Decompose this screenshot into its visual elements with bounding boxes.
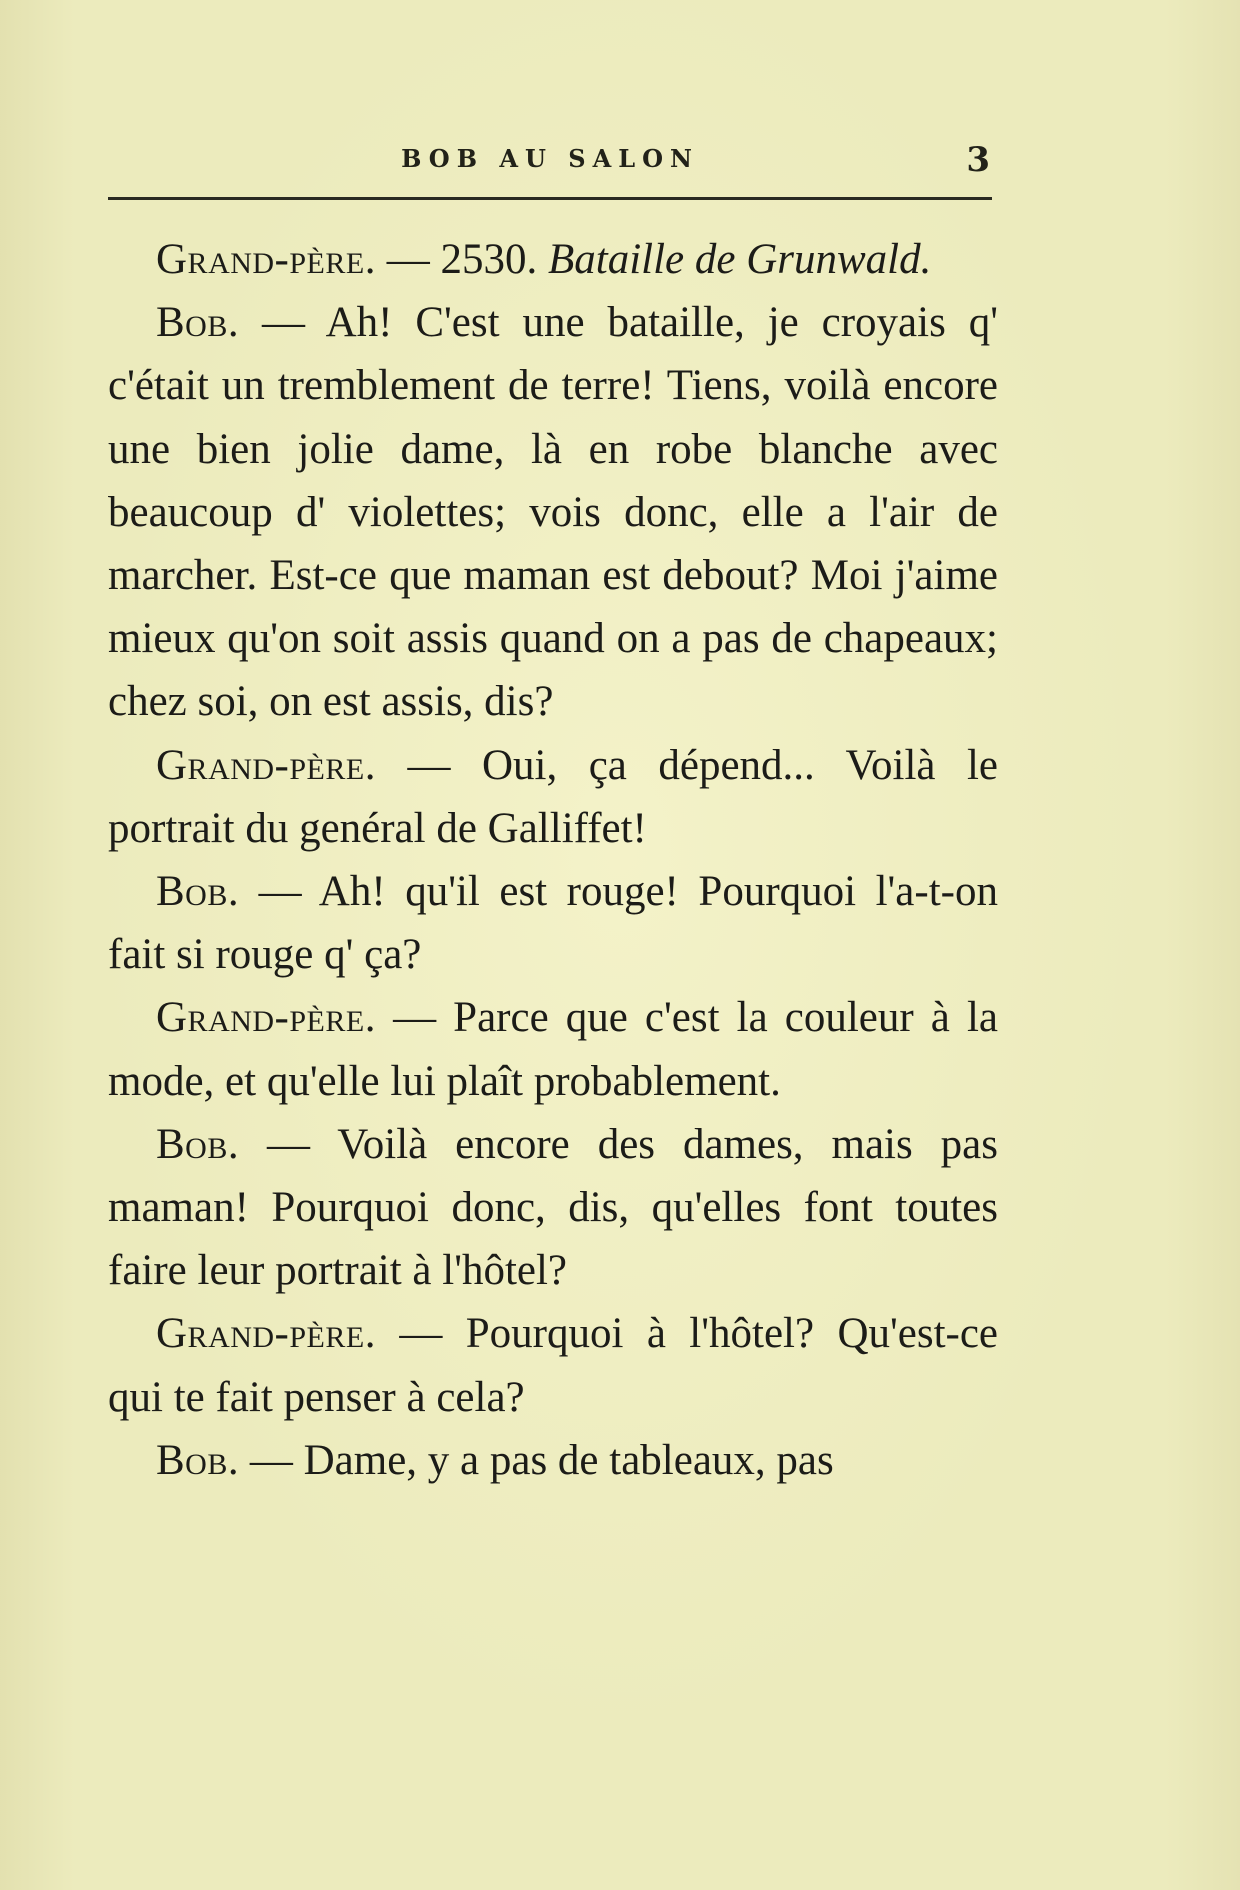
paragraph-text: Pourquoi à l'hôtel? Qu'est-ce qui te fait penser à cela? (108, 1310, 999, 1421)
speaker-name: Bob. (156, 868, 240, 916)
speaker-name: Bob. (156, 1436, 240, 1484)
dash: — (375, 741, 482, 789)
paragraph-text: Voilà encore des dames, mais pas maman! Pourquoi donc, dis, qu'elles font toutes faire leur portrait à l'hôtel? (108, 1120, 998, 1295)
page-header (108, 140, 992, 180)
paragraph-text: Oui, ça dépend... Voilà le portrait du genéral de Galliffet! (108, 741, 999, 852)
speaker-name: Grand-père. (156, 236, 376, 283)
dialogue-paragraph (108, 860, 998, 986)
dash: — (239, 1436, 304, 1484)
speaker-name: Bob. (156, 1120, 240, 1168)
running-title: BOB AU SALON (401, 144, 699, 173)
speaker-name: Bob. (156, 299, 240, 347)
dialogue-paragraph (108, 228, 998, 291)
dash: — (239, 1120, 338, 1168)
dialogue-paragraph (108, 734, 998, 860)
paragraph-text: 2530. (440, 236, 548, 283)
dialogue-paragraph (108, 1302, 998, 1428)
speaker-name: Grand-père. (156, 1310, 376, 1358)
dialogue-paragraph (108, 1113, 998, 1303)
dash: — (375, 1310, 466, 1358)
dash: — (375, 236, 441, 283)
dash: — (239, 868, 319, 916)
speaker-name: Grand-père. (156, 741, 376, 789)
painting-title: Bataille de Grunwald. (547, 236, 932, 283)
dialogue-paragraph (108, 986, 998, 1112)
paragraph-text: Ah! C'est une bataille, je croyais q' c'était un tremblement de terre! Tiens, voilà encore une bien jolie dame, là en robe blanche avec beaucoup d' violettes; vois donc, elle a l'air de marcher. Est-ce que maman est debout? Moi j'aime mieux qu'on soit assis quand on a pas de chapeaux; chez soi, on est assis, dis? (108, 299, 998, 726)
speaker-name: Grand-père. (156, 994, 376, 1042)
paragraph-text: Ah! qu'il est rouge! Pourquoi l'a-t-on fait si rouge q' ça? (108, 868, 998, 979)
dash: — (375, 994, 454, 1042)
paragraph-text: Dame, y a pas de tableaux, pas (303, 1436, 834, 1484)
dialogue-paragraph (108, 291, 998, 733)
page-number: 3 (966, 140, 990, 180)
dialogue-paragraph (108, 1429, 998, 1492)
paragraph-text: Parce que c'est la couleur à la mode, et qu'elle lui plaît probablement. (108, 994, 998, 1105)
dash: — (239, 299, 326, 347)
header-rule (108, 197, 992, 200)
body-text (108, 228, 998, 1492)
